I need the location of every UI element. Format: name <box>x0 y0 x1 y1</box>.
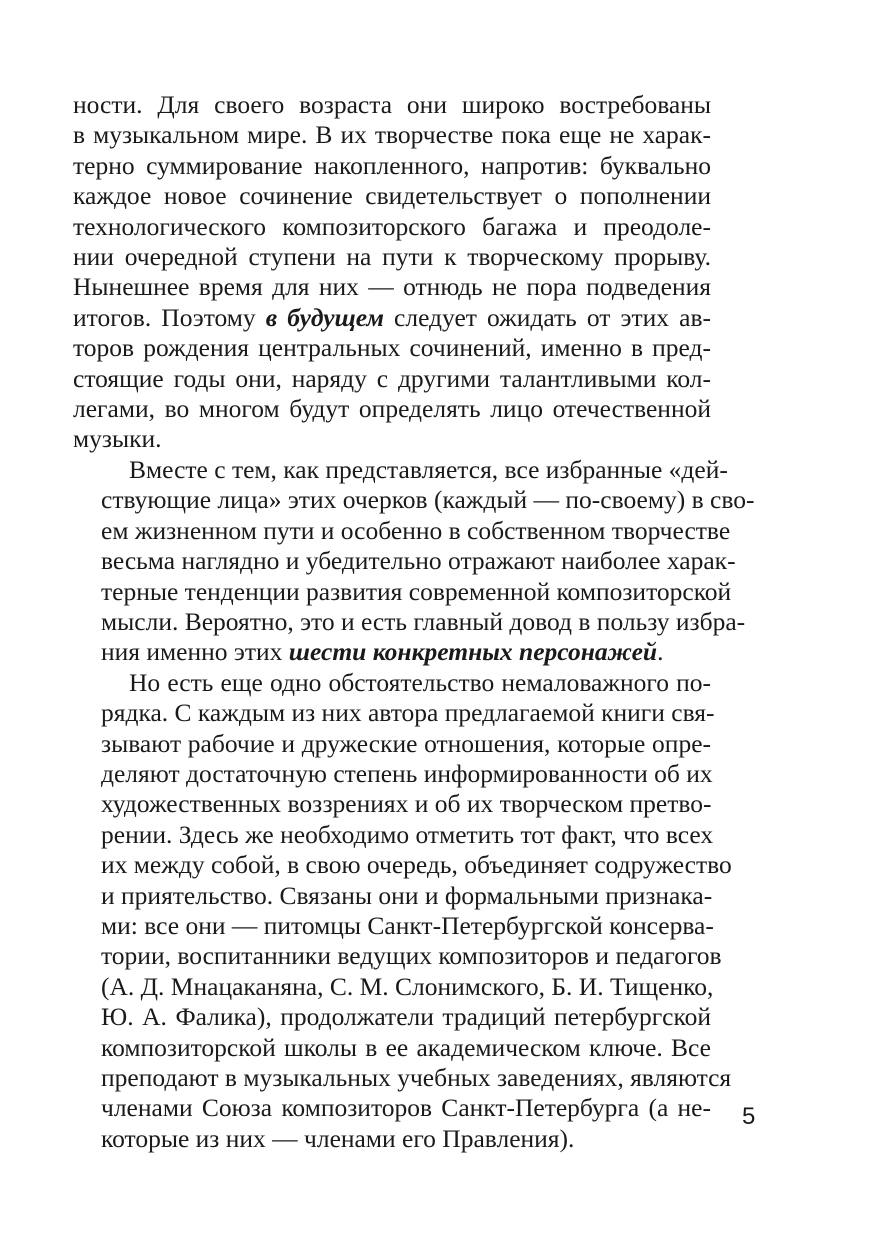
text-run: ния именно этих <box>101 637 289 667</box>
text-line <box>73 485 755 515</box>
text-line <box>73 90 711 120</box>
text-run: деляют достаточную степень информированности об их <box>101 758 713 788</box>
text-run: весьма наглядно и убедительно отражают наиболее харак- <box>101 546 736 576</box>
text-run: рении. Здесь же необходимо отметить тот факт, что всех <box>101 819 714 849</box>
text-line <box>73 1002 711 1032</box>
text-line <box>73 698 715 728</box>
text-run: художественных воззрениях и об их творческом претво- <box>101 789 712 819</box>
text-line <box>73 212 711 242</box>
text-run: членами Союза композиторов Санкт-Петербурга (а не- <box>101 1093 711 1123</box>
text-line <box>73 850 732 880</box>
text-run: ности. Для своего возраста они широко востребованы <box>73 90 711 119</box>
text-run: в музыкальном мире. В их творчестве пока еще не харак- <box>73 120 711 150</box>
text-line <box>73 454 728 485</box>
text-run: ем жизненном пути и особенно в собственном творчестве <box>101 515 731 545</box>
text-line <box>73 1033 711 1063</box>
text-run: (А. Д. Мнацаканяна, С. М. Слонимского, Б. И. Тищенко, <box>101 971 714 1001</box>
text-run: Нынешнее время для них — отнюдь не пора подведения <box>73 272 711 302</box>
text-run: их между собой, в свою очередь, объединяет содружество <box>101 850 732 880</box>
text-line <box>73 515 731 546</box>
page-number: 5 <box>742 1103 756 1130</box>
text-line <box>73 941 722 971</box>
text-line <box>73 1093 711 1123</box>
text-line <box>73 910 714 941</box>
text-run: терные тенденции развития современной композиторской <box>101 576 732 606</box>
text-run: зывают рабочие и дружеские отношения, которые опре- <box>101 728 711 758</box>
text-run: легами, во многом будут определять лицо отечественной <box>73 394 711 424</box>
text-run: мысли. Вероятно, это и есть главный довод в пользу избра- <box>101 606 746 636</box>
text-line <box>73 1063 732 1093</box>
text-run: ствующие лица» этих очерков (каждый — по-своему) в сво- <box>101 485 755 515</box>
text-run: торов рождения центральных сочинений, именно в пред- <box>73 333 711 363</box>
text-run: которые из них — членами его Правления). <box>101 1123 575 1153</box>
text-run: музыки. <box>73 424 162 454</box>
text-line <box>73 819 714 850</box>
text-run: тории, воспитанники ведущих композиторов и педагогов <box>101 941 722 971</box>
text-run: технологического композиторского багажа и преодоле- <box>73 211 711 241</box>
page-body-text <box>73 90 755 1154</box>
text-line <box>73 759 711 789</box>
text-line <box>73 881 711 911</box>
text-line <box>73 1124 711 1154</box>
text-line <box>73 181 711 211</box>
text-line <box>73 789 711 819</box>
text-line <box>73 303 711 333</box>
text-line <box>73 242 711 272</box>
text-run: Вместе с тем, как представляется, все избранные «дей- <box>129 454 728 484</box>
text-line <box>73 272 711 302</box>
text-line <box>73 394 711 424</box>
text-run: . <box>657 637 664 667</box>
text-line <box>73 151 711 181</box>
text-line <box>73 546 736 576</box>
text-run: нии очередной ступени на пути к творческому прорыву. <box>73 242 711 272</box>
text-line <box>73 729 711 759</box>
text-run: Ю. А. Фалика), продолжатели традиций петербургской <box>101 1002 711 1032</box>
text-line <box>73 606 746 637</box>
paragraph <box>73 667 732 1155</box>
text-line <box>73 668 711 698</box>
text-run: рядка. С каждым из них автора предлагаемой книги свя- <box>101 698 715 728</box>
text-run: стоящие годы они, наряду с другими талантливыми кол- <box>73 363 711 393</box>
paragraph <box>73 454 755 668</box>
text-run: ми: все они — питомцы Санкт-Петербургской консерва- <box>101 910 714 940</box>
text-line <box>73 971 714 1002</box>
text-line <box>73 333 711 363</box>
text-line <box>73 576 732 607</box>
text-line <box>73 424 711 454</box>
text-run: преподают в музыкальных учебных заведениях, являются <box>101 1063 732 1092</box>
text-run: композиторской школы в ее академическом ключе. Все <box>101 1032 711 1062</box>
text-run: итогов. Поэтому <box>73 302 266 332</box>
emphasized-text: шести конкретных персонажей <box>288 637 658 667</box>
text-run: и приятельство. Связаны они и формальными признака- <box>101 880 713 910</box>
text-run: терно суммирование накопленного, напротив: буквально <box>73 150 711 180</box>
text-line <box>73 364 711 394</box>
text-run: каждое новое сочинение свидетельствует о пополнении <box>73 181 711 211</box>
paragraph <box>73 90 711 455</box>
text-run: следует ожидать от этих ав- <box>383 302 711 332</box>
text-line <box>73 637 711 667</box>
emphasized-text: в будущем <box>265 302 384 332</box>
text-run: Но есть еще одно обстоятельство немаловажного по- <box>129 667 711 697</box>
text-line <box>73 120 711 150</box>
